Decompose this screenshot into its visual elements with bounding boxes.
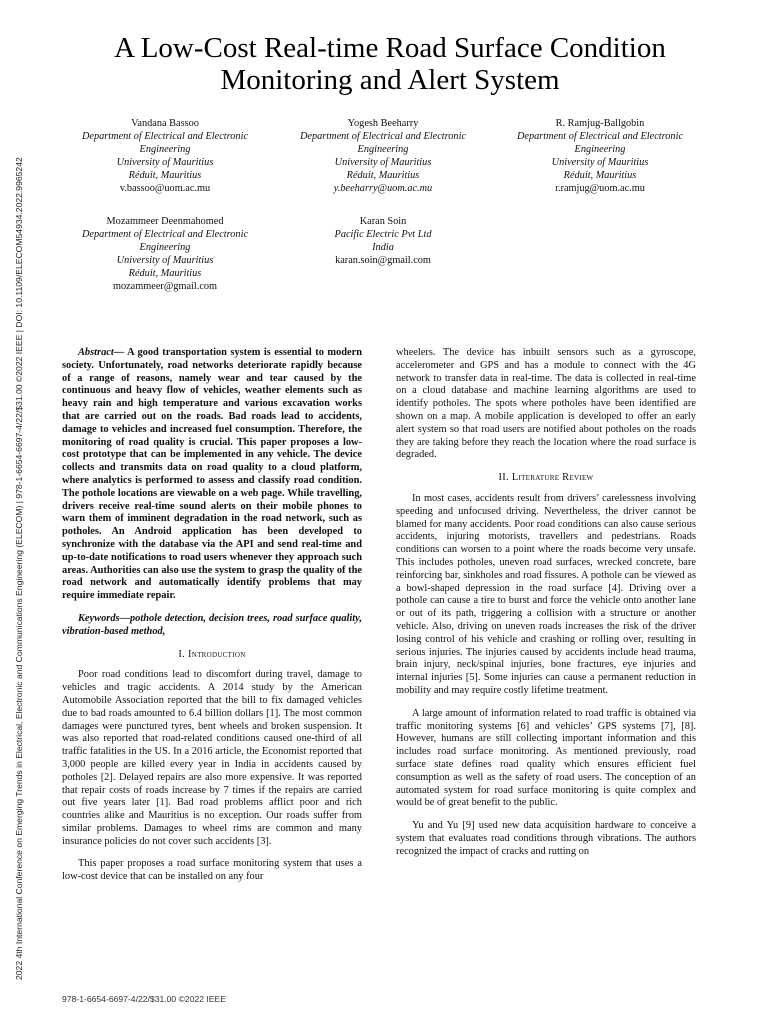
author-email: r.ramjug@uom.ac.mu: [555, 183, 645, 194]
author-email: mozammeer@gmail.com: [112, 281, 218, 292]
author-affiliation: University of Mauritius: [334, 157, 432, 168]
side-note-text: 2022 4th International Conference on Emerging Trends in Electrical, Electronic and Communications Engineering (ELECOM) | 978-1-6654-6697-4/22/$31.00 ©2022 IEEE | DOI: 10.1109/ELECOM54934.2022.9965242: [14, 157, 24, 980]
author-name: R. Ramjug-Ballgobin: [555, 118, 645, 129]
author-block-1: [60, 117, 270, 195]
intro-paragraph-1: Poor road conditions lead to discomfort during travel, damage to vehicles and tragic accidents. A 2014 study by the American Automobile Association reported that the bill to fix damaged vehicles due to bad roads amounted to 6.4 billion dollars [1]. The most common damages were punctured tyres, bent wheels and broken suspension. It was also reported that road-related conditions caused one-third of all traffic fatalities in the US. In a 2016 article, the Economist reported that 3,000 people are killed every year in India in accidents caused by potholes [2]. Delayed repairs are also more expensive. It was reported that repair costs of roads increase by 7 times if the repairs are carried out five years later [1]. Bad road problems afflict poor and rich countries alike and Mauritius is no exception. Our roads suffer from similar problems. Damages to wheel rims are common and many insurance policies do not cover such accidents [3].: [62, 669, 362, 847]
author-email: y.beeharry@uom.ac.mu: [333, 183, 433, 194]
author-affiliation: Engineering: [357, 144, 409, 155]
section-heading-literature-review: II. Literature Review: [498, 472, 594, 484]
author-name: Vandana Bassoo: [131, 118, 199, 129]
author-affiliation: University of Mauritius: [116, 255, 214, 266]
author-block-3: [495, 117, 705, 195]
author-name: Karan Soin: [359, 216, 407, 227]
author-email: v.bassoo@uom.ac.mu: [119, 183, 211, 194]
title-line-2: Monitoring and Alert System: [220, 64, 560, 96]
title-line-1: A Low-Cost Real-time Road Surface Condition: [114, 32, 666, 64]
author-affiliation: Réduit, Mauritius: [128, 170, 202, 181]
author-email: karan.soin@gmail.com: [335, 255, 431, 266]
author-affiliation: Engineering: [574, 144, 626, 155]
author-affiliation: Pacific Electric Pvt Ltd: [334, 229, 432, 240]
author-affiliation: Engineering: [139, 242, 191, 253]
author-block-4: [60, 215, 270, 293]
literature-paragraph-3: Yu and Yu [9] used new data acquisition hardware to conceive a system that evaluates road conditions through vibrations. The authors recognized the impact of cracks and rutting on: [396, 820, 696, 857]
right-column: [396, 347, 696, 868]
author-affiliation: University of Mauritius: [116, 157, 214, 168]
literature-paragraph-1: In most cases, accidents result from drivers’ carelessness involving speeding and unfocused driving. Nevertheless, the driver cannot be blamed for many accidents. Poor road conditions can also cause serious accidents, injuring motorists, travellers and pedestrians. Roads conditions can worsen to a point where the roads become very unsafe. This includes potholes, uneven road surfaces, wrecked concrete, bare reinforcing bar, sinkholes and road fissures. A pothole can be viewed as a bowl-shaped depression in the road surface [4]. Driving over a pothole can cause a tire to burst and force the vehicle onto another lane or out of its path, triggering a collision with a structure or another vehicle. Also, driving on uneven roads increases the risk of the driver losing control of his vehicle and crashing or rolling over, resulting in serious injuries. The injuries caused by accidents include head trauma, brain injury, neck/spinal injuries, bone fractures, eye injuries and internal injuries [5]. Some injuries can cause a permanent reduction in mobility and may require costly lifetime treatment.: [396, 492, 696, 696]
author-block-5: [278, 215, 488, 267]
author-block-2: [278, 117, 488, 195]
intro-continuation: wheelers. The device has inbuilt sensors such as a gyroscope, accelerometer and GPS and has a module to connect with the 4G network to transfer data in real-time. The data is collected in real-time on a cloud database and machine learning algorithms are used to identify potholes. The spots where potholes have been identified are shown on a map. A mobile application is developed to offer an early alert system so that road users are notified about potholes on the roads they are taking before they reach the location where the road surface is degraded.: [396, 347, 696, 461]
author-affiliation: Department of Electrical and Electronic: [299, 131, 467, 142]
copyright-footer: 978-1-6654-6697-4/22/$31.00 ©2022 IEEE: [62, 994, 227, 1004]
abstract-lead: Abstract—: [78, 347, 125, 358]
author-affiliation: Department of Electrical and Electronic: [81, 229, 249, 240]
abstract-body: A good transportation system is essential to modern society. Unfortunately, road networks deteriorate rapidly because of a range of reasons, namely wear and tear caused by the continuous and heavy flow of vehicles, weather elements such as heavy rain and high temperature and various excavation works that are carried out on the roads. Bad roads lead to accidents, damage to vehicles and increased fuel consumption. Therefore, the monitoring of road quality is crucial. This paper proposes a low-cost prototype that can be implemented in any vehicle. The device collects and transmits data on road quality to a cloud platform, where analytics is performed to assess and classify road condition. The pothole locations are viewable on a web page. While travelling, drivers receive real-time sound alerts on their mobile phones to warn them of imminent degradation in the road network, such as potholes. An Android application has been developed to synchronize with the database via the API and send real-time and up-to-date notifications to road users whenever they approach such areas. Authorities can also use the system to grasp the quality of the road network and automatically identify problems that may require immediate repair.: [62, 347, 362, 602]
author-affiliation: Engineering: [139, 144, 191, 155]
author-affiliation: Réduit, Mauritius: [346, 170, 420, 181]
author-affiliation: India: [372, 242, 394, 253]
author-name: Mozammeer Deenmahomed: [106, 216, 224, 227]
doi-side-note: [14, 80, 28, 980]
author-name: Yogesh Beeharry: [347, 118, 419, 129]
abstract: [62, 347, 362, 603]
left-column: [62, 347, 362, 894]
author-affiliation: Réduit, Mauritius: [128, 268, 202, 279]
intro-paragraph-2: This paper proposes a road surface monitoring system that uses a low-cost device that can be installed on any four: [62, 858, 362, 883]
literature-paragraph-2: A large amount of information related to road traffic is obtained via traffic monitoring systems [6] and vehicles’ GPS systems [7], [8]. However, humans are still collecting important information and this includes road surface monitoring. As mentioned previously, road surface state defines road quality which ensures efficient fuel consumption as well as the safety of road users. The conception of an automated system for road surface monitoring is quite complex and would be of great benefit to the public.: [396, 707, 696, 809]
paper-title: [70, 32, 710, 96]
author-affiliation: Department of Electrical and Electronic: [81, 131, 249, 142]
author-affiliation: University of Mauritius: [551, 157, 649, 168]
author-affiliation: Department of Electrical and Electronic: [516, 131, 684, 142]
keywords: Keywords—pothole detection, decision trees, road surface quality, vibration-based method,: [62, 612, 362, 637]
author-affiliation: Réduit, Mauritius: [563, 170, 637, 181]
section-heading-introduction: I. Introduction: [178, 648, 246, 660]
